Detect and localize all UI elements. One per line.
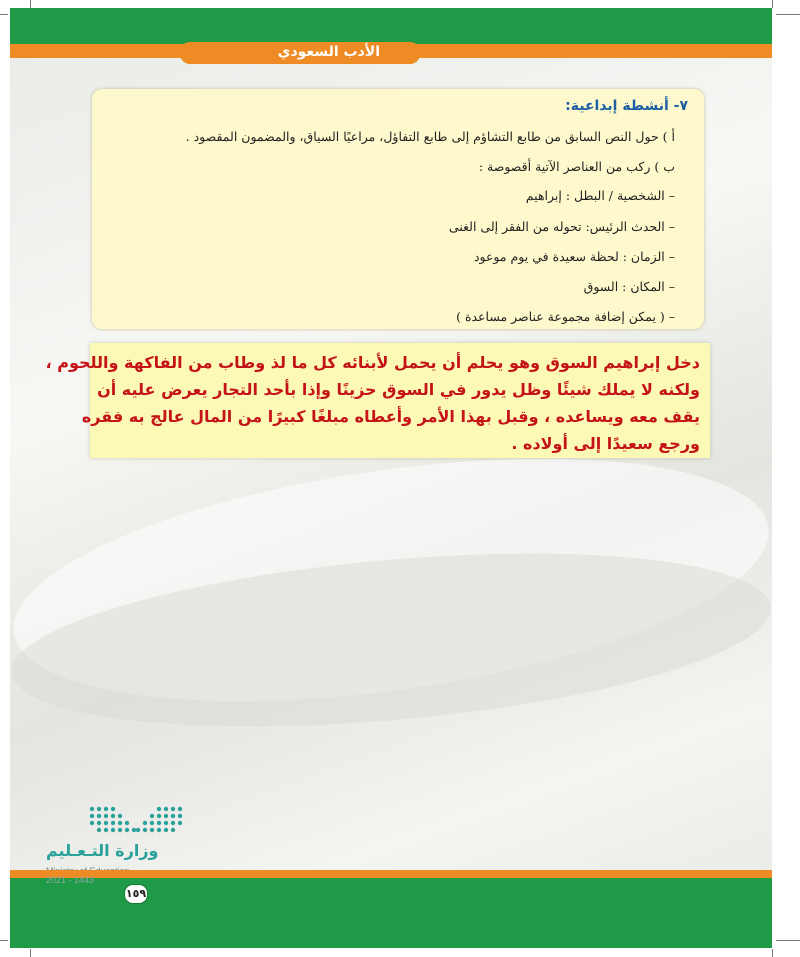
activity-item-a: أ ) حول النص السابق من طابع التشاؤم إلى طابع التفاؤل، مراعيًا السياق، والمضمون المقصود . [185,129,675,144]
page-number: ١٥٩ [124,884,148,904]
story-line: ورجع سعيدًا إلى أولاده . [511,434,700,453]
crop-mark [772,949,773,957]
crop-mark [772,0,773,8]
activity-item-b: ب ) ركب من العناصر الآتية أقصوصة : [478,159,675,174]
section-title-tab [180,42,420,64]
edition-year: 2021 - 1443 [46,875,95,885]
crop-mark [776,14,800,15]
element-place: – المكان : السوق [583,279,675,294]
element-extra: – ( يمكن إضافة مجموعة عناصر مساعدة ) [456,309,675,324]
crop-mark [30,0,31,8]
crop-mark [0,14,8,15]
ministry-logo-icon [88,803,184,839]
activities-heading: ٧- أنشطة إبداعية: [565,98,688,114]
footer-orange-band [10,870,772,878]
crop-mark [30,949,31,957]
story-line: دخل إبراهيم السوق وهو يحلم أن يحمل لأبنائه كل ما لذ وطاب من الفاكهة واللحوم ، [45,353,700,372]
story-line: يقف معه ويساعده ، وقبل بهذا الأمر وأعطاه مبلغًا كبيرًا من المال عالج به فقره [81,407,700,426]
story-line: ولكنه لا يملك شيئًا وظل يدور في السوق حزينًا وإذا بأحد التجار يعرض عليه أن [97,380,700,399]
element-character: – الشخصية / البطل : إبراهيم [525,188,675,203]
element-time: – الزمان : لحظة سعيدة في يوم موعود [473,249,675,264]
crop-mark [0,940,8,941]
ministry-name-arabic: وزارة التـعـليم [46,841,159,860]
crop-mark [776,940,800,941]
header-green-band [10,8,772,44]
section-title: الأدب السعودي [277,44,380,60]
element-event: – الحدث الرئيس: تحوله من الفقر إلى الغنى [448,219,675,234]
